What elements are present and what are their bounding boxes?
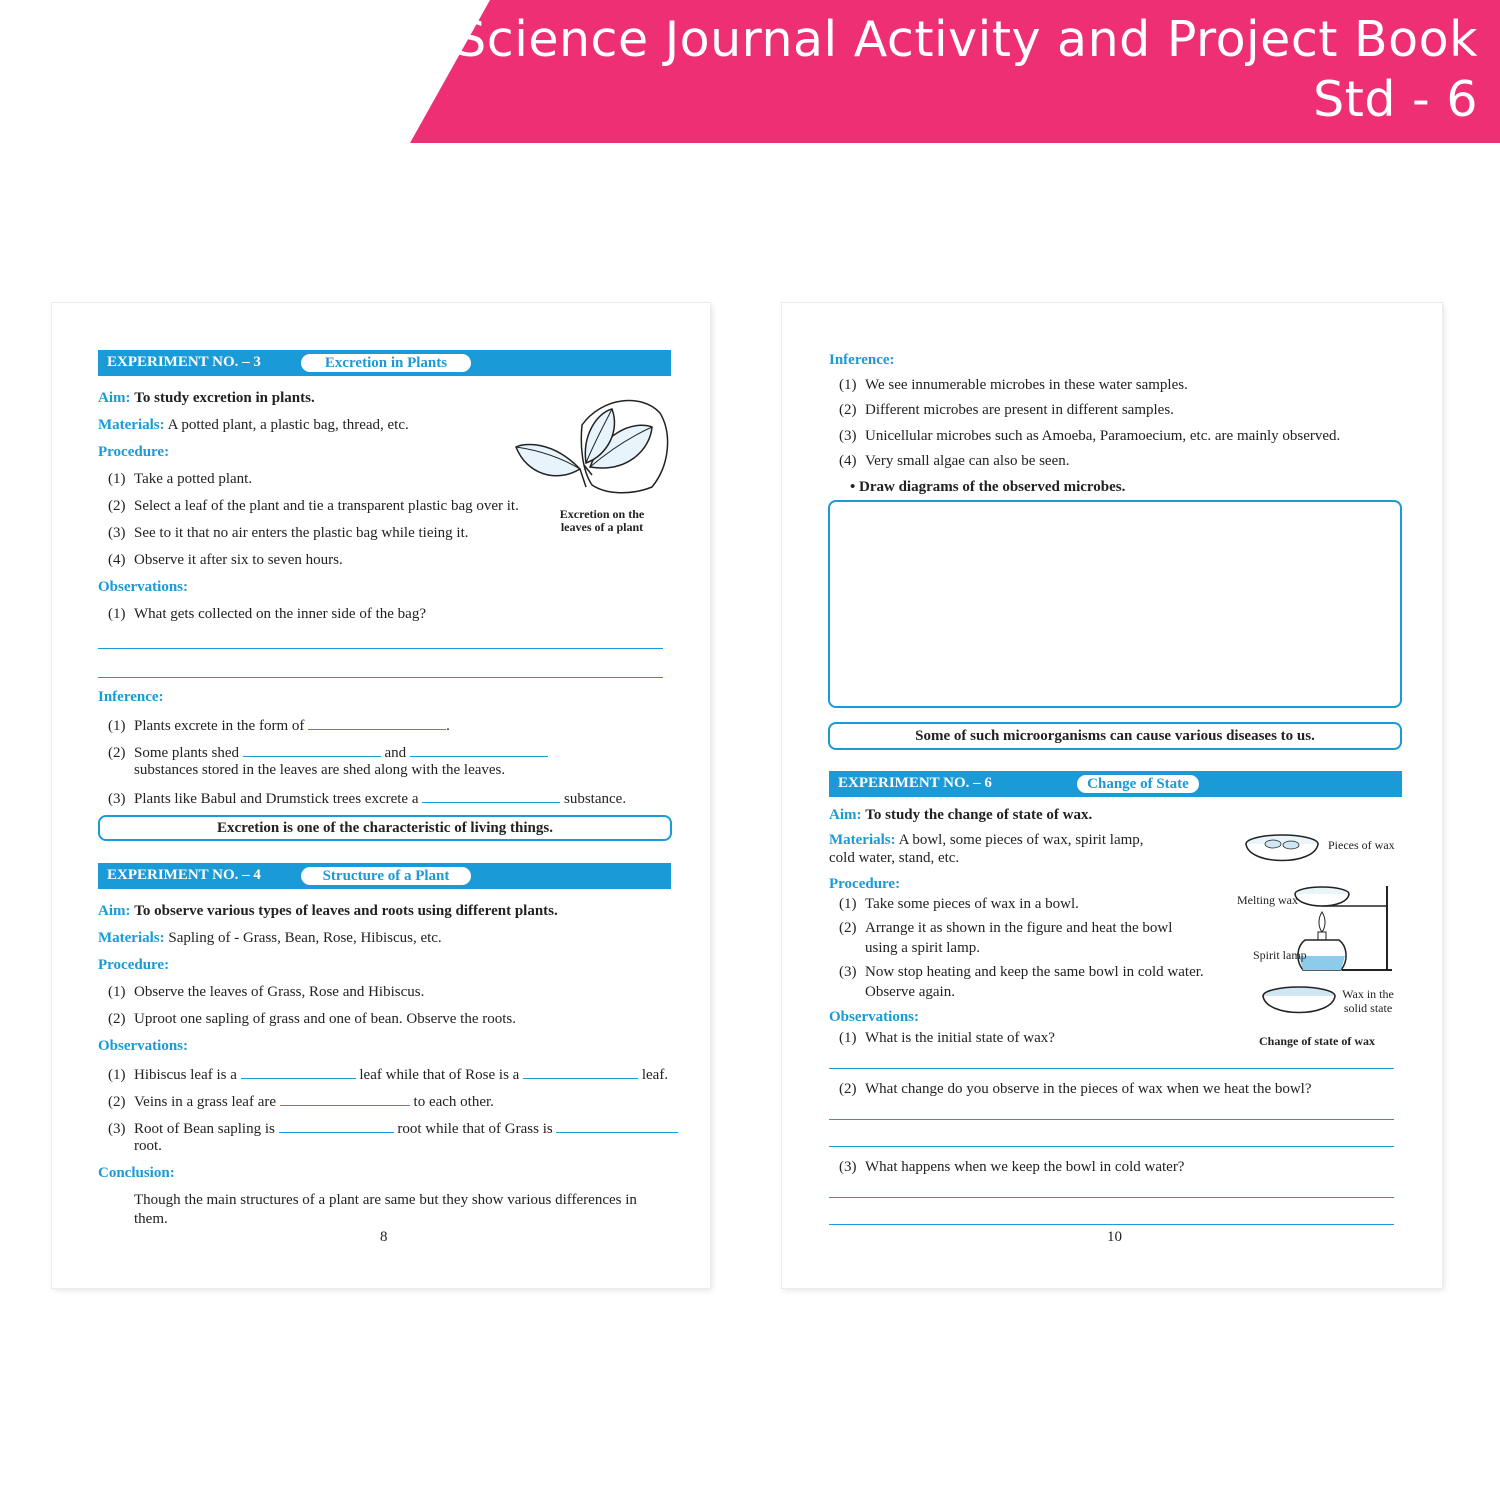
inference-item [839,427,1340,445]
step-number: (1) [839,896,857,912]
materials-text-continued: cold water, stand, etc. [829,850,960,866]
fill-blank[interactable] [241,1064,356,1079]
step-text: Select a leaf of the plant and tie a transparent plastic bag over it. [134,498,519,514]
step-text: Arrange it as shown in the figure and heat the bowl [865,920,1173,936]
step-number: (3) [839,964,857,980]
aim-text: To study excretion in plants. [134,390,315,406]
item-number: (4) [839,453,857,469]
procedure-step-continued: Observe again. [865,984,955,1000]
procedure-heading: Procedure: [98,957,170,973]
item-text: Different microbes are present in different samples. [865,402,1174,418]
item-number: (3) [839,428,857,444]
fill-blank[interactable] [422,788,560,803]
procedure-step [839,963,1204,981]
question-text: What change do you observe in the pieces of wax when we heat the bowl? [865,1081,1312,1097]
aim-label: Aim: [98,903,131,919]
banner-title-line1: Science Journal Activity and Project Book [455,11,1478,68]
materials-label: Materials: [98,417,165,433]
fill-blank[interactable] [523,1064,638,1079]
item-text: We see innumerable microbes in these water samples. [865,377,1188,393]
item-text: substance. [564,791,627,807]
banner-title-line2: Std - 6 [1313,71,1478,128]
item-number: (1) [839,377,857,393]
procedure-heading: Procedure: [98,444,170,460]
aim-text: To observe various types of leaves and roots using different plants. [134,903,558,919]
procedure-step [839,895,1079,913]
observations-heading: Observations: [829,1009,919,1025]
item-number: (1) [108,1067,126,1083]
inference-item [108,788,626,808]
inference-heading: Inference: [829,352,895,368]
observations-heading: Observations: [98,1038,188,1054]
materials-text: A potted plant, a plastic bag, thread, etc. [167,417,409,433]
item-text: Very small algae can also be seen. [865,453,1070,469]
item-text: root while that of Grass is [397,1121,553,1137]
procedure-step [108,983,424,1001]
inference-item [108,742,548,762]
observation-item [108,1118,678,1138]
item-text: Some plants shed [134,745,239,761]
answer-line[interactable] [98,648,663,649]
conclusion-text: them. [134,1211,168,1227]
procedure-step [108,497,519,515]
inference-heading: Inference: [98,689,164,705]
label-line: solid state [1343,1001,1393,1015]
page-number: 8 [380,1229,388,1245]
page-number: 10 [1107,1229,1122,1245]
step-number: (1) [108,984,126,1000]
item-text: to each other. [413,1094,494,1110]
step-number: (3) [108,525,126,541]
question-number: (1) [839,1030,857,1046]
step-text: Uproot one sapling of grass and one of bean. Observe the roots. [134,1011,516,1027]
item-text: leaf. [641,1067,669,1083]
item-text: Hibiscus leaf is a [134,1067,237,1083]
aim-text: To study the change of state of wax. [865,807,1093,823]
note-box: Some of such microorganisms can cause various diseases to us. [828,722,1402,750]
step-number: (1) [108,471,126,487]
item-text: Plants excrete in the form of [134,718,305,734]
step-number: (2) [839,920,857,936]
answer-line[interactable] [829,1146,1394,1147]
materials-label: Materials: [98,930,165,946]
fill-blank[interactable] [308,715,446,730]
procedure-step [108,524,469,542]
experiment-6-header [829,771,1402,797]
right-page [782,303,1442,1288]
step-number: (4) [108,552,126,568]
procedure-step [108,1010,516,1028]
fill-blank[interactable] [280,1091,410,1106]
item-text: Unicellular microbes such as Amoeba, Paramoecium, etc. are mainly observed. [865,428,1341,444]
item-number: (2) [108,745,126,761]
conclusion-heading: Conclusion: [98,1165,175,1181]
wax-figure-caption: Change of state of wax [1259,1034,1375,1048]
item-text: Veins in a grass leaf are [134,1094,277,1110]
aim-line [98,389,315,407]
inference-item [839,452,1070,470]
answer-line[interactable] [829,1119,1394,1120]
question-number: (1) [108,606,126,622]
drawing-area[interactable] [828,500,1402,708]
materials-text: A bowl, some pieces of wax, spirit lamp, [898,832,1144,848]
item-text: Plants like Babul and Drumstick trees excrete a [134,791,419,807]
step-text: Take some pieces of wax in a bowl. [865,896,1079,912]
experiment-3-header [98,350,671,376]
item-text: Root of Bean sapling is [134,1121,275,1137]
observation-question [839,1080,1312,1098]
procedure-heading: Procedure: [829,876,901,892]
fill-blank[interactable] [556,1118,678,1133]
procedure-step [108,551,343,569]
step-text: Now stop heating and keep the same bowl in cold water. [865,964,1204,980]
aim-line [829,806,1092,824]
experiment-4-label: EXPERIMENT NO. – 4 [107,867,261,883]
item-number: (2) [839,402,857,418]
observation-item-continued: root. [134,1138,162,1154]
observation-question [839,1029,1055,1047]
step-text: Observe the leaves of Grass, Rose and Hibiscus. [134,984,425,1000]
label-melting-wax: Melting wax [1237,893,1298,907]
item-number: (3) [108,1121,126,1137]
title-banner [0,0,1500,143]
observation-item [108,1091,494,1111]
question-number: (2) [839,1081,857,1097]
observation-item [108,1064,668,1084]
caption-line: leaves of a plant [560,520,644,534]
step-number: (2) [108,1011,126,1027]
label-solid-wax [1340,987,1396,1015]
experiment-3-title: Excretion in Plants [301,354,471,372]
observation-question [108,605,426,623]
experiment-6-title: Change of State [1077,775,1199,793]
fill-blank[interactable] [279,1118,394,1133]
item-text: . [446,718,450,734]
experiment-4-header [98,863,671,889]
step-text: See to it that no air enters the plastic bag while tieing it. [134,525,469,541]
observation-question [839,1158,1184,1176]
bullet-icon: • [850,479,856,495]
draw-prompt-text: Draw diagrams of the observed microbes. [859,479,1126,495]
experiment-4-title: Structure of a Plant [301,867,471,885]
fill-blank[interactable] [410,742,548,757]
aim-line [98,902,558,920]
draw-prompt [850,478,1125,496]
note-box: Excretion is one of the characteristic of living things. [98,815,672,841]
step-text: Take a potted plant. [134,471,253,487]
leaf-bag-illustration [512,395,672,500]
answer-line[interactable] [98,677,663,678]
aim-label: Aim: [829,807,862,823]
experiment-3-label: EXPERIMENT NO. – 3 [107,354,261,370]
answer-line[interactable] [829,1224,1394,1225]
inference-item-continued: substances stored in the leaves are shed along with the leaves. [134,762,506,778]
materials-line [829,831,1144,849]
leaf-figure-caption [547,508,657,534]
answer-line[interactable] [829,1068,1394,1069]
procedure-step [108,470,252,488]
step-number: (2) [108,498,126,514]
question-text: What gets collected on the inner side of the bag? [134,606,426,622]
materials-line [98,416,409,434]
question-text: What happens when we keep the bowl in cold water? [865,1159,1185,1175]
materials-text: Sapling of - Grass, Bean, Rose, Hibiscus, etc. [168,930,442,946]
label-line: Wax in the [1342,987,1394,1001]
inference-item [108,715,450,735]
experiment-6-label: EXPERIMENT NO. – 6 [838,775,992,791]
conclusion-text: Though the main structures of a plant are same but they show various differences in [134,1192,637,1208]
caption-line: Excretion on the [559,507,645,521]
materials-line [98,929,442,947]
item-text: and [384,745,407,761]
procedure-step-continued: using a spirit lamp. [865,940,980,956]
answer-line[interactable] [829,1197,1394,1198]
materials-label: Materials: [829,832,896,848]
question-text: What is the initial state of wax? [865,1030,1055,1046]
aim-label: Aim: [98,390,131,406]
question-number: (3) [839,1159,857,1175]
item-number: (3) [108,791,126,807]
banner-title [455,10,1478,130]
step-text: Observe it after six to seven hours. [134,552,343,568]
label-pieces-of-wax: Pieces of wax [1328,838,1395,852]
item-text: leaf while that of Rose is a [359,1067,520,1083]
inference-item [839,401,1174,419]
label-spirit-lamp: Spirit lamp [1253,948,1307,962]
fill-blank[interactable] [243,742,381,757]
left-page [52,303,710,1288]
inference-item [839,376,1188,394]
observations-heading: Observations: [98,579,188,595]
item-number: (1) [108,718,126,734]
item-number: (2) [108,1094,126,1110]
procedure-step [839,919,1172,937]
